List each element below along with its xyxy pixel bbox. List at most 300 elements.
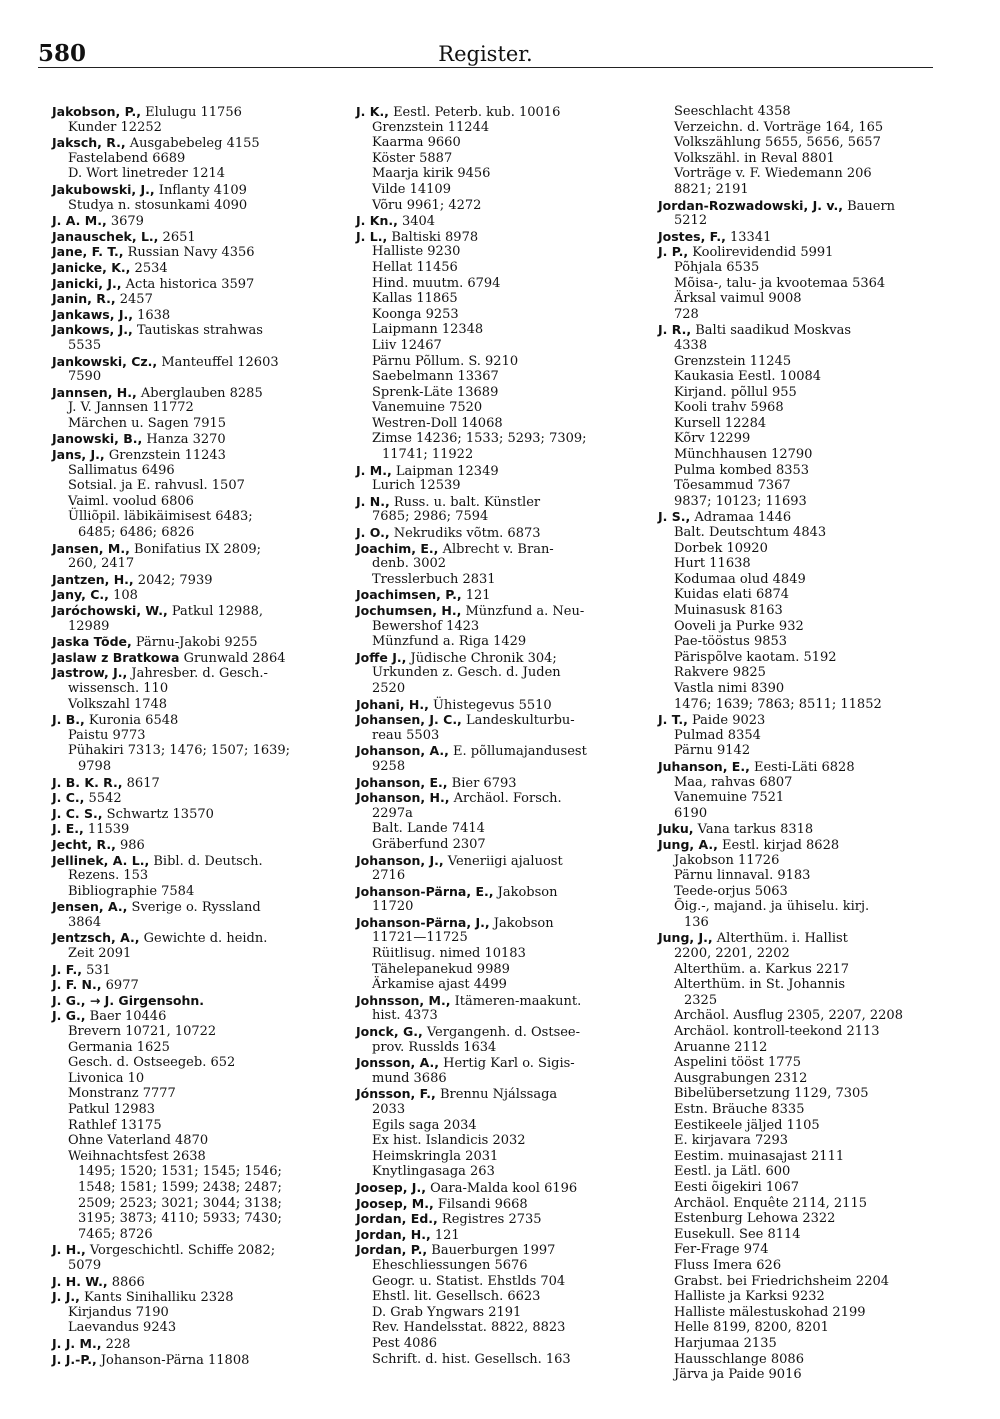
index-text: Aruanne 2112 <box>674 1039 768 1055</box>
index-entry <box>356 743 587 759</box>
index-subentry <box>658 603 903 619</box>
index-text: 9798 <box>78 758 112 774</box>
index-text: Lurich 12539 <box>372 478 461 494</box>
index-entry <box>52 821 290 837</box>
index-heading: J. R., <box>658 322 692 338</box>
index-text: Bibl. d. Deutsch. <box>149 853 263 869</box>
index-subentry <box>356 400 587 416</box>
index-subentry <box>356 338 587 354</box>
index-text: Germania 1625 <box>68 1039 170 1055</box>
index-subentry <box>658 1367 903 1383</box>
index-entry <box>52 104 290 120</box>
index-text: Alterthüm. i. Hallist <box>712 931 848 947</box>
index-text: Õig.-, majand. ja ühiselu. kirj. <box>674 899 870 915</box>
index-subentry <box>356 1352 587 1368</box>
index-entry <box>356 884 587 900</box>
index-text: Paistu 9773 <box>68 727 146 743</box>
index-text: Fastelabend 6689 <box>68 150 186 166</box>
index-heading: J. S., <box>658 509 691 525</box>
index-text: Kirjand. põllul 955 <box>674 384 797 400</box>
index-text: Koolirevidendid 5991 <box>688 245 834 261</box>
index-entry <box>356 712 587 728</box>
index-text: Russ. u. balt. Künstler <box>389 494 541 510</box>
index-text: Weihnachtsfest 2638 <box>68 1148 206 1164</box>
index-text: Ooveli ja Purke 932 <box>674 618 804 634</box>
index-text: 121 <box>430 1227 460 1243</box>
running-head: Register. <box>438 42 533 66</box>
index-subentry <box>658 899 903 915</box>
index-subentry <box>52 1164 290 1180</box>
index-subentry <box>356 431 587 447</box>
index-text: Hausschlange 8086 <box>674 1351 804 1367</box>
index-heading: Jordan, P., <box>356 1242 428 1258</box>
index-heading: Jung, J., <box>658 930 713 946</box>
index-text: Oara-Malda kool 6196 <box>425 1180 578 1196</box>
index-heading: Janicke, K., <box>52 259 131 275</box>
index-subentry <box>52 338 290 354</box>
index-subentry <box>356 1149 587 1165</box>
index-subentry <box>658 806 903 822</box>
index-entry <box>658 821 903 837</box>
index-subentry <box>52 697 290 713</box>
index-heading: J. P., <box>658 244 689 260</box>
index-heading: J. O., <box>356 525 390 541</box>
index-subentry <box>658 946 903 962</box>
index-subentry <box>658 775 903 791</box>
index-subentry <box>356 135 587 151</box>
index-text: 11721—11725 <box>372 930 468 946</box>
index-text: Alterthüm. a. Karkus 2217 <box>674 961 850 977</box>
index-subentry <box>658 1164 903 1180</box>
index-entry <box>658 759 903 775</box>
index-text: Vana tarkus 8318 <box>693 822 814 838</box>
index-text: 1495; 1520; 1531; 1545; 1546; <box>78 1164 282 1180</box>
index-heading: Jany, C., <box>52 587 109 603</box>
index-heading: Jastrow, J., <box>52 665 128 681</box>
index-subentry <box>356 385 587 401</box>
index-subentry <box>52 1305 290 1321</box>
index-heading: Johanson-Pärna, E., <box>356 883 494 899</box>
index-text: Põhjala 6535 <box>674 259 760 275</box>
index-heading: J. F., <box>52 961 82 977</box>
index-text: 728 <box>674 306 699 322</box>
index-heading: Johanson, J., <box>356 852 444 868</box>
index-text: D. Grab Yngwars 2191 <box>372 1304 522 1320</box>
index-subentry <box>356 556 587 572</box>
index-subentry <box>356 1102 587 1118</box>
index-entry <box>52 1352 290 1368</box>
index-text: Volkszählung 5655, 5656, 5657 <box>674 135 881 151</box>
index-text: Adramaa 1446 <box>690 510 792 526</box>
index-subentry <box>658 400 903 416</box>
index-text: Jakobson <box>489 915 554 931</box>
index-heading: J. B., <box>52 712 85 728</box>
index-text: Tautiskas strahwas <box>132 323 263 339</box>
index-subentry <box>52 556 290 572</box>
index-subentry <box>356 728 587 744</box>
index-text: Grabst. bei Friedrichsheim 2204 <box>674 1273 890 1289</box>
index-heading: Jantzen, H., <box>52 571 134 587</box>
index-text: Saebelmann 13367 <box>372 369 499 385</box>
index-subentry <box>658 525 903 541</box>
index-entry <box>52 977 290 993</box>
index-subentry <box>658 743 903 759</box>
index-text: Veneriigi ajaluost <box>443 853 563 869</box>
index-text: Bonifatius IX 2809; <box>129 541 261 557</box>
index-subentry <box>52 151 290 167</box>
index-column-2 <box>356 104 587 1367</box>
index-subentry <box>658 1196 903 1212</box>
index-subentry <box>658 665 903 681</box>
index-entry <box>356 603 587 619</box>
index-heading: Jentzsch, A., <box>52 930 140 946</box>
index-text: Pärnu 9142 <box>674 743 751 759</box>
index-subentry <box>52 1071 290 1087</box>
index-entry <box>52 853 290 869</box>
index-entry <box>52 135 290 151</box>
index-subentry <box>356 1164 587 1180</box>
index-subentry <box>658 1149 903 1165</box>
index-entry <box>356 775 587 791</box>
index-text: Ausgrabungen 2312 <box>674 1070 808 1086</box>
index-text: 260, 2417 <box>68 556 135 572</box>
index-subentry <box>356 354 587 370</box>
index-text: Registres 2735 <box>437 1212 542 1228</box>
index-text: 2651 <box>158 229 196 245</box>
index-subentry <box>658 338 903 354</box>
index-subentry <box>52 1149 290 1165</box>
index-text: denb. 3002 <box>372 556 447 572</box>
index-text: Westren-Doll 14068 <box>372 415 503 431</box>
index-subentry <box>52 743 290 759</box>
index-subentry <box>658 1008 903 1024</box>
index-text: Fer-Frage 974 <box>674 1242 769 1258</box>
index-text: Vilde 14109 <box>372 181 451 197</box>
index-text: Kaukasia Eestl. 10084 <box>674 369 822 385</box>
index-entry <box>356 587 587 603</box>
index-text: 4338 <box>674 337 708 353</box>
index-subentry <box>658 1133 903 1149</box>
index-heading: Johanson, H., <box>356 790 450 806</box>
index-text: Manteuffel 12603 <box>157 354 279 370</box>
index-subentry <box>356 369 587 385</box>
index-text: Laipmann 12348 <box>372 322 484 338</box>
index-text: 3404 <box>397 214 436 230</box>
index-entry <box>658 198 903 214</box>
index-text: 6977 <box>101 978 139 994</box>
index-text: 12989 <box>68 618 110 634</box>
index-text: Tresslerbuch 2831 <box>372 571 496 587</box>
index-text: 3679 <box>106 214 144 230</box>
index-text: 2033 <box>372 1102 406 1117</box>
index-text: Münchhausen 12790 <box>674 447 813 463</box>
index-text: Märchen u. Sagen 7915 <box>68 415 227 431</box>
index-subentry <box>658 1071 903 1087</box>
index-subentry <box>658 962 903 978</box>
index-subentry <box>658 1305 903 1321</box>
index-entry <box>356 993 587 1009</box>
index-text: Liiv 12467 <box>372 337 442 353</box>
index-heading: Jonck, G., <box>356 1024 423 1040</box>
index-text: 5212 <box>674 213 708 229</box>
index-text: Vorgeschichtl. Schiffe 2082; <box>85 1243 276 1259</box>
index-text: Teede-orjus 5063 <box>674 883 788 899</box>
index-text: Ausgabebeleg 4155 <box>125 136 260 152</box>
index-subentry <box>658 884 903 900</box>
index-text: Laipman 12349 <box>391 463 499 479</box>
index-subentry <box>356 1305 587 1321</box>
index-text: 9258 <box>372 758 406 774</box>
index-subentry <box>52 1118 290 1134</box>
index-entry <box>658 837 903 853</box>
index-entry <box>52 587 290 603</box>
index-heading: J. C. S., <box>52 805 103 821</box>
index-heading: J. A. M., <box>52 213 107 229</box>
index-text: Balt. Deutschtum 4843 <box>674 525 827 541</box>
index-text: Rüitlisug. nimed 10183 <box>372 946 526 962</box>
index-entry <box>52 260 290 276</box>
index-entry <box>52 1242 290 1258</box>
index-text: Archäol. kontroll-teekond 2113 <box>674 1024 880 1040</box>
index-entry <box>356 1227 587 1243</box>
index-subentry <box>658 853 903 869</box>
index-entry <box>356 1242 587 1258</box>
index-text: Harjumaa 2135 <box>674 1335 777 1351</box>
index-text: Knytlingasaga 263 <box>372 1164 495 1180</box>
index-text: Vanemuine 7521 <box>674 790 785 806</box>
index-text: 2297a <box>372 805 413 821</box>
index-subentry <box>356 182 587 198</box>
index-subentry <box>658 135 903 151</box>
index-entry <box>52 1274 290 1290</box>
index-subentry <box>356 1133 587 1149</box>
index-text: reau 5503 <box>372 727 440 743</box>
index-text: 1638 <box>132 307 171 323</box>
index-text: Jahresber. d. Gesch.- <box>127 666 268 682</box>
index-subentry <box>658 868 903 884</box>
index-subentry <box>658 463 903 479</box>
index-text: 2042; 7939 <box>133 572 213 588</box>
index-text: Archäol. Enquête 2114, 2115 <box>674 1195 867 1211</box>
index-subentry <box>658 556 903 572</box>
index-text: Jüdische Chronik 304; <box>406 650 557 666</box>
index-subentry <box>52 1055 290 1071</box>
index-text: Baltiski 8978 <box>387 229 479 245</box>
index-subentry <box>356 634 587 650</box>
index-entry <box>52 837 290 853</box>
index-subentry <box>658 790 903 806</box>
index-subentry <box>658 431 903 447</box>
index-text: Estn. Bräuche 8335 <box>674 1102 805 1117</box>
index-entry <box>52 447 290 463</box>
index-text: Vaiml. voolud 6806 <box>68 493 194 509</box>
index-heading: Jakobson, P., <box>52 104 141 119</box>
index-text: Kursell 12284 <box>674 415 767 431</box>
index-heading: J. J. M., <box>52 1335 102 1351</box>
index-subentry <box>356 665 587 681</box>
index-subentry <box>356 1274 587 1290</box>
index-text: 2200, 2201, 2202 <box>674 946 790 962</box>
index-text: Patkul 12988, <box>167 604 263 619</box>
index-subentry <box>52 463 290 479</box>
index-entry <box>52 431 290 447</box>
index-heading: J. E., <box>52 821 84 837</box>
index-heading: Jaróchowski, W., <box>52 603 168 618</box>
index-subentry <box>52 1320 290 1336</box>
index-text: Pühakiri 7313; 1476; 1507; 1639; <box>68 743 291 759</box>
index-text: Urkunden z. Gesch. d. Juden <box>372 665 561 681</box>
index-entry <box>52 572 290 588</box>
index-subentry <box>356 1289 587 1305</box>
index-heading: Jaslaw z Bratkowa <box>52 649 180 665</box>
index-text: Brevern 10721, 10722 <box>68 1024 217 1040</box>
index-heading: Joachim, E., <box>356 540 439 556</box>
index-entry <box>658 712 903 728</box>
index-subentry <box>356 1008 587 1024</box>
index-subentry <box>658 681 903 697</box>
index-text: Archäol. Ausflug 2305, 2207, 2208 <box>674 1008 903 1024</box>
index-heading: Janowski, B., <box>52 431 143 447</box>
index-text: hist. 4373 <box>372 1008 438 1024</box>
index-subentry <box>658 120 903 136</box>
index-subentry <box>356 977 587 993</box>
index-text: 986 <box>115 837 145 853</box>
index-text: Russian Navy 4356 <box>123 245 255 261</box>
index-text: 11741; 11922 <box>382 447 474 463</box>
index-subentry <box>52 1258 290 1274</box>
index-text: Zimse 14236; 1533; 5293; 7309; <box>372 431 587 447</box>
index-subentry <box>356 759 587 775</box>
index-heading: Jónsson, F., <box>356 1086 436 1102</box>
index-text: Ohne Vaterland 4870 <box>68 1133 209 1149</box>
index-subentry <box>658 478 903 494</box>
index-subentry <box>658 697 903 713</box>
index-entry <box>356 1196 587 1212</box>
index-subentry <box>658 993 903 1009</box>
index-text: Pärnu Põllum. S. 9210 <box>372 353 519 369</box>
index-entry <box>658 322 903 338</box>
index-subentry <box>52 1180 290 1196</box>
index-subentry <box>356 447 587 463</box>
index-subentry <box>356 962 587 978</box>
index-text: Rakvere 9825 <box>674 665 766 681</box>
index-entry <box>52 775 290 791</box>
index-entry <box>658 229 903 245</box>
index-text: Ärksal vaimul 9008 <box>674 291 802 307</box>
index-text: Vanemuine 7520 <box>372 400 483 416</box>
index-heading: J. B. K. R., <box>52 774 123 790</box>
index-subentry <box>52 1133 290 1149</box>
index-text: Ühistegevus 5510 <box>428 697 552 713</box>
index-text: Dorbek 10920 <box>674 540 768 556</box>
index-subentry <box>658 619 903 635</box>
index-entry <box>52 665 290 681</box>
index-heading: J. F. N., <box>52 977 102 993</box>
index-heading: Janin, R., <box>52 291 116 307</box>
index-entry <box>356 1086 587 1102</box>
index-subentry <box>52 478 290 494</box>
index-subentry <box>356 260 587 276</box>
index-subentry <box>658 1118 903 1134</box>
index-text: Volkszähl. in Reval 8801 <box>674 150 835 166</box>
index-subentry <box>356 198 587 214</box>
index-heading: Joachimsen, P., <box>356 587 462 603</box>
index-text: Nekrudiks võtm. 6873 <box>389 526 541 542</box>
index-subentry <box>356 619 587 635</box>
index-subentry <box>356 244 587 260</box>
index-entry <box>52 182 290 198</box>
index-text: Zeit 2091 <box>68 946 132 962</box>
index-heading: Johani, H., <box>356 696 429 712</box>
index-text: Eheschliessungen 5676 <box>372 1257 528 1273</box>
index-text: Halliste ja Karksi 9232 <box>674 1289 825 1305</box>
index-subentry <box>658 104 903 120</box>
index-text: 8617 <box>122 775 160 791</box>
index-text: Ülliõpil. läbikäimisest 6483; <box>68 509 253 525</box>
index-text: Pulma kombed 8353 <box>674 462 810 478</box>
index-text: Fluss Imera 626 <box>674 1257 782 1273</box>
index-text: Schwartz 13570 <box>102 806 214 822</box>
index-text: 7465; 8726 <box>78 1226 153 1242</box>
index-heading: J. N., <box>356 493 390 509</box>
index-heading: Jordan-Rozwadowski, J. v., <box>658 197 843 213</box>
index-text: 6485; 6486; 6826 <box>78 525 195 541</box>
index-subentry <box>658 307 903 323</box>
index-subentry <box>658 354 903 370</box>
index-subentry <box>658 1258 903 1274</box>
index-heading: Johanson, A., <box>356 743 449 759</box>
index-heading: J. M., <box>356 462 392 478</box>
index-subentry <box>52 884 290 900</box>
index-subentry <box>658 1086 903 1102</box>
index-entry <box>52 806 290 822</box>
index-text: wissensch. 110 <box>68 680 169 696</box>
index-text: Grenzstein 11245 <box>674 353 792 369</box>
index-text: 1548; 1581; 1599; 2438; 2487; <box>78 1179 282 1195</box>
index-text: D. Wort linetreder 1214 <box>68 166 226 182</box>
index-text: Albrecht v. Bran- <box>438 541 554 557</box>
index-entry <box>658 244 903 260</box>
index-entry <box>52 307 290 323</box>
index-heading: Jakubowski, J., <box>52 181 155 197</box>
index-subentry <box>658 915 903 931</box>
index-subentry <box>658 213 903 229</box>
index-subentry <box>52 728 290 744</box>
index-text: Vastla nimi 8390 <box>674 680 785 696</box>
index-subentry <box>658 587 903 603</box>
index-entry <box>52 712 290 728</box>
index-subentry <box>658 572 903 588</box>
index-text: 121 <box>461 588 491 604</box>
index-subentry <box>356 1118 587 1134</box>
index-subentry <box>356 946 587 962</box>
index-text: Tähelepanekud 9989 <box>372 961 510 977</box>
index-entry <box>52 1336 290 1352</box>
index-entry <box>356 853 587 869</box>
index-text: Schrift. d. hist. Gesellsch. 163 <box>372 1351 571 1367</box>
index-text: Bauern <box>842 198 896 214</box>
index-subentry <box>52 1102 290 1118</box>
index-text: Ärkamise ajast 4499 <box>372 977 507 993</box>
index-heading: Jankowski, Cz., <box>52 353 158 369</box>
index-entry <box>52 634 290 650</box>
index-entry <box>52 899 290 915</box>
index-subentry <box>356 151 587 167</box>
index-heading: J. H., <box>52 1242 86 1258</box>
index-heading: Johanson-Pärna, J., <box>356 914 490 930</box>
index-text: Koonga 9253 <box>372 306 459 322</box>
index-text: Eestl. ja Lätl. 600 <box>674 1164 791 1180</box>
